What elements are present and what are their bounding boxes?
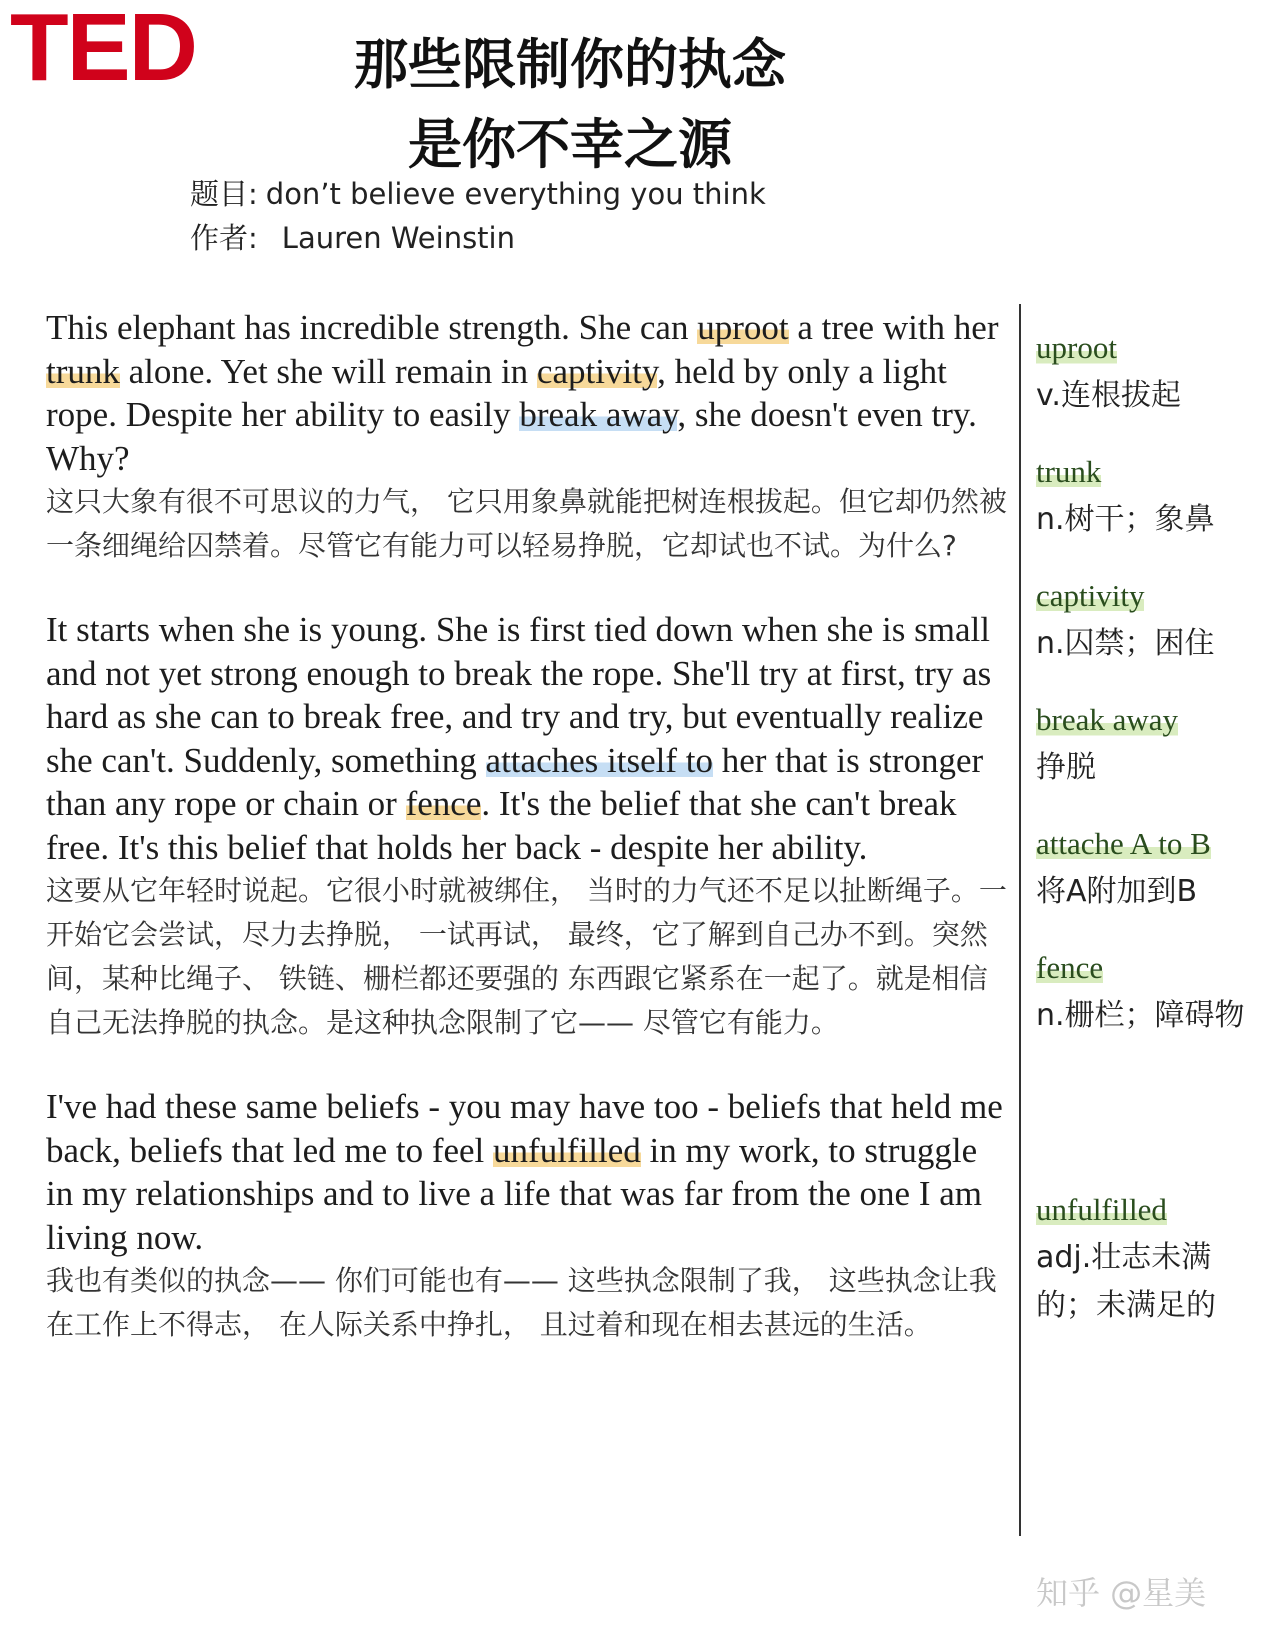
vocab-item-unfulfilled xyxy=(1036,1190,1261,1330)
vocab-item-fence xyxy=(1036,948,1261,1040)
text-segment: . It's the belief that she can't break free. It's this belief that holds her back - despite her ability. xyxy=(46,784,957,867)
vocab-word: break away xyxy=(1036,702,1178,737)
vocab-definition: v.连根拔起 xyxy=(1036,378,1181,413)
vocab-definition: n.树干；象鼻 xyxy=(1036,502,1215,537)
column-divider xyxy=(1019,304,1021,1536)
text-segment: a tree with her xyxy=(788,308,999,347)
vocab-word: fence xyxy=(1036,950,1104,985)
paragraph-1-chinese: 这只大象有很不可思议的力气， 它只用象鼻就能把树连根拔起。但它却仍然被一条细绳给囚禁着。尽管它有能力可以轻易挣脱，它却试也不试。为什么? xyxy=(46,485,1007,562)
text-segment: It starts when she is young. She is first tied down when she is small and not yet strong enough to break the rope. She'll try at first, try as hard as she can to break free, and try and try, but eventually realize she can't. Suddenly, something xyxy=(46,610,992,780)
vocab-word: unfulfilled xyxy=(1036,1192,1167,1227)
watermark: 知乎 @星美 xyxy=(1036,1574,1207,1612)
text-segment: in my work, to struggle in my relationships and to live a life that was far from the one I am living now. xyxy=(46,1130,982,1257)
paragraph-1-english xyxy=(46,306,1011,480)
vocab-word: captivity xyxy=(1036,578,1145,613)
author-line xyxy=(190,216,515,257)
text-segment: , she doesn't even try. Why? xyxy=(46,395,977,478)
text-segment: I've had these same beliefs - you may have too - beliefs that held me back, beliefs that led me to feel xyxy=(46,1087,1003,1170)
vocab-item-trunk xyxy=(1036,452,1261,544)
vocab-item-break-away xyxy=(1036,700,1261,792)
highlighted-phrase: attaches itself to xyxy=(485,740,713,780)
topic-label: 题目: xyxy=(190,177,258,211)
vocab-definition: n.栅栏；障碍物 xyxy=(1036,998,1245,1033)
text-segment: , held by only a light rope. Despite her ability to easily xyxy=(46,351,947,434)
topic-value: don’t believe everything you think xyxy=(265,177,766,211)
ted-logo: TED xyxy=(10,0,196,101)
vocab-item-captivity xyxy=(1036,576,1261,668)
vocab-definition: 将A附加到B xyxy=(1036,874,1198,909)
vocab-definition: adj.壮志未满的；未满足的 xyxy=(1036,1240,1216,1323)
vocab-definition: n.囚禁；困住 xyxy=(1036,626,1215,661)
vocab-word: trunk xyxy=(1036,454,1102,489)
paragraph-2-chinese: 这要从它年轻时说起。它很小时就被绑住， 当时的力气还不足以扯断绳子。一开始它会尝试，尽力去挣脱， 一试再试， 最终，它了解到自己办不到。突然间，某种比绳子、 铁链、栅栏都还要强的 东西跟它紧系在一起了。就是相信自己无法挣脱的执念。是这种执念限制了它—— 尽管它有能力。 xyxy=(46,874,1007,1039)
paragraph-3-chinese: 我也有类似的执念—— 你们可能也有—— 这些执念限制了我， 这些执念让我在工作上不得志， 在人际关系中挣扎， 且过着和现在相去甚远的生活。 xyxy=(46,1264,997,1341)
vocab-item-attache xyxy=(1036,824,1261,916)
text-segment: alone. Yet she will remain in xyxy=(119,351,537,391)
highlighted-phrase: break away xyxy=(519,395,678,434)
highlighted-term: uproot xyxy=(697,308,789,347)
vocab-item-uproot xyxy=(1036,328,1261,420)
article-body xyxy=(46,306,1011,1347)
highlighted-term: fence xyxy=(405,784,482,823)
paragraph-2-english xyxy=(46,608,1011,869)
vocab-word: uproot xyxy=(1036,330,1117,365)
page-title-line1: 那些限制你的执念 xyxy=(354,33,786,96)
text-segment: her that is stronger than any rope or chain or xyxy=(46,740,984,823)
page-title-line2: 是你不幸之源 xyxy=(408,113,732,176)
vocab-definition: 挣脱 xyxy=(1036,750,1096,785)
vocab-word: attache A to B xyxy=(1036,826,1211,861)
text-segment: This elephant has incredible strength. She can xyxy=(46,308,698,347)
highlighted-term: unfulfilled xyxy=(493,1130,641,1170)
paragraph-3-english xyxy=(46,1085,1011,1259)
highlighted-term: captivity xyxy=(536,351,658,391)
highlighted-term: trunk xyxy=(46,351,120,391)
author-value: Lauren Weinstin xyxy=(281,221,515,255)
topic-line xyxy=(190,172,766,213)
author-label: 作者: xyxy=(190,221,258,255)
